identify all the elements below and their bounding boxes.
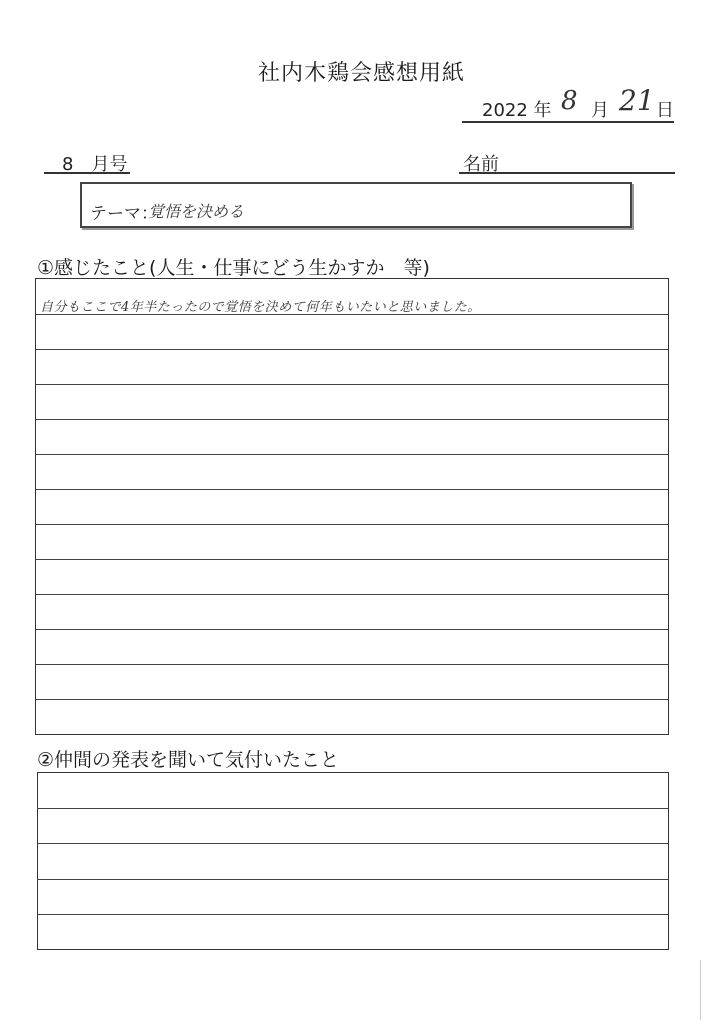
date-month-value[interactable]: 8 (561, 86, 578, 116)
date-day-value[interactable]: 21 (619, 84, 655, 117)
name-label: 名前 (463, 154, 499, 175)
date-day-label: 日 (656, 100, 674, 121)
ruled-line (36, 419, 668, 420)
ruled-line (36, 524, 668, 525)
section1-answer-area[interactable] (35, 278, 669, 735)
ruled-line (36, 699, 668, 700)
ruled-line (36, 559, 668, 560)
scan-edge-mark (700, 960, 701, 1020)
date-month-label: 月 (591, 100, 609, 121)
theme-label: テーマ： (90, 204, 158, 224)
ruled-line (36, 594, 668, 595)
ruled-line (36, 489, 668, 490)
name-field[interactable] (459, 172, 675, 174)
issue-underline (44, 172, 130, 174)
section1-heading: ①感じたこと(人生・仕事にどう生かすか 等) (37, 257, 430, 279)
section1-answer-text[interactable]: 自分もここで4年半たったので覚悟を決めて何年もいたいと思いました。 (40, 300, 481, 315)
ruled-line (38, 879, 668, 880)
date-year-label: 年 (533, 100, 552, 121)
ruled-line (36, 349, 668, 350)
ruled-line (38, 914, 668, 915)
ruled-line (36, 454, 668, 455)
issue-label: 8 月号 (62, 154, 128, 175)
ruled-line (36, 384, 668, 385)
ruled-line (36, 629, 668, 630)
ruled-line (38, 808, 668, 809)
date-year: 2022 (482, 100, 528, 121)
section2-heading: ②仲間の発表を聞いて気付いたこと (37, 749, 340, 771)
ruled-line (36, 664, 668, 665)
ruled-line (38, 843, 668, 844)
form-title: 社内木鶏会感想用紙 (257, 61, 465, 86)
date-field (482, 96, 552, 122)
section2-answer-area[interactable] (37, 772, 669, 950)
theme-value[interactable]: 覚悟を決める (148, 202, 245, 221)
